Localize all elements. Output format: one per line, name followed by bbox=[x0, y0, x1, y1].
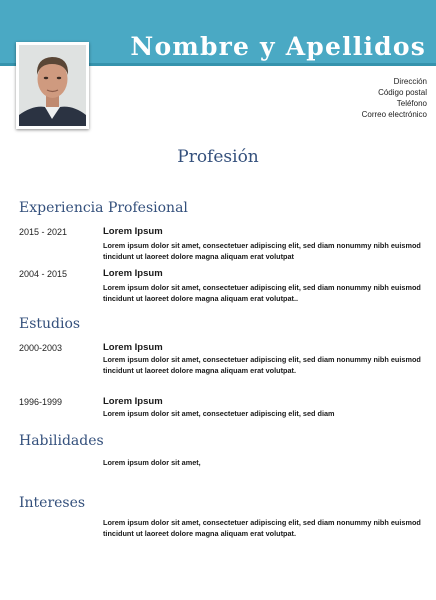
contact-info bbox=[362, 76, 427, 120]
section-title-experience: Experiencia Profesional bbox=[19, 200, 188, 216]
education-1-description bbox=[103, 355, 421, 376]
portrait-image bbox=[19, 45, 86, 126]
education-2-title: Lorem Ipsum bbox=[103, 396, 163, 407]
description-line: tincidunt ut laoreet dolore magna aliquam erat volutpat. bbox=[103, 528, 296, 538]
interests-description bbox=[103, 518, 421, 539]
education-1-title: Lorem Ipsum bbox=[103, 342, 163, 353]
education-2-description bbox=[103, 409, 421, 420]
profile-photo bbox=[16, 42, 89, 129]
education-2-dates: 1996-1999 bbox=[19, 397, 63, 407]
experience-2-description bbox=[103, 283, 421, 304]
skills-description bbox=[103, 458, 421, 469]
description-line: tincidunt ut laoreet dolore magna aliquam erat volutpat. bbox=[103, 365, 296, 375]
contact-address: Dirección bbox=[393, 77, 427, 86]
contact-phone: Teléfono bbox=[396, 99, 427, 108]
contact-postal-code: Código postal bbox=[378, 88, 427, 97]
description-line: tincidunt ut laoreet dolore magna aliquam erat volutpat.. bbox=[103, 293, 299, 303]
description-line: Lorem ipsum dolor sit amet, consectetuer adipiscing elit, sed diam nonummy nibh euismod bbox=[103, 283, 421, 292]
candidate-name: Nombre y Apellidos bbox=[130, 32, 426, 61]
section-title-interests: Intereses bbox=[19, 495, 86, 511]
description-line: Lorem ipsum dolor sit amet, consectetuer adipiscing elit, sed diam nonummy nibh euismod bbox=[103, 355, 421, 364]
description-line: Lorem ipsum dolor sit amet, consectetuer adipiscing elit, sed diam nonummy nibh euismod bbox=[103, 241, 421, 250]
description-line: tincidunt ut laoreet dolore magna aliquam erat volutpat bbox=[103, 251, 294, 261]
description-line: Lorem ipsum dolor sit amet, bbox=[103, 458, 201, 467]
section-title-education: Estudios bbox=[19, 316, 81, 332]
education-1-dates: 2000-2003 bbox=[19, 343, 63, 353]
contact-email: Correo electrónico bbox=[361, 110, 427, 119]
section-title-skills: Habilidades bbox=[19, 433, 104, 449]
experience-2-title: Lorem Ipsum bbox=[103, 268, 163, 279]
experience-1-title: Lorem Ipsum bbox=[103, 226, 163, 237]
description-line: Lorem ipsum dolor sit amet, consectetuer adipiscing elit, sed diam bbox=[103, 409, 335, 418]
experience-1-dates: 2015 - 2021 bbox=[19, 227, 68, 237]
description-line: Lorem ipsum dolor sit amet, consectetuer adipiscing elit, sed diam nonummy nibh euismod bbox=[103, 518, 421, 527]
experience-1-description bbox=[103, 241, 421, 262]
experience-2-dates: 2004 - 2015 bbox=[19, 269, 68, 279]
profession-title: Profesión bbox=[177, 147, 259, 167]
